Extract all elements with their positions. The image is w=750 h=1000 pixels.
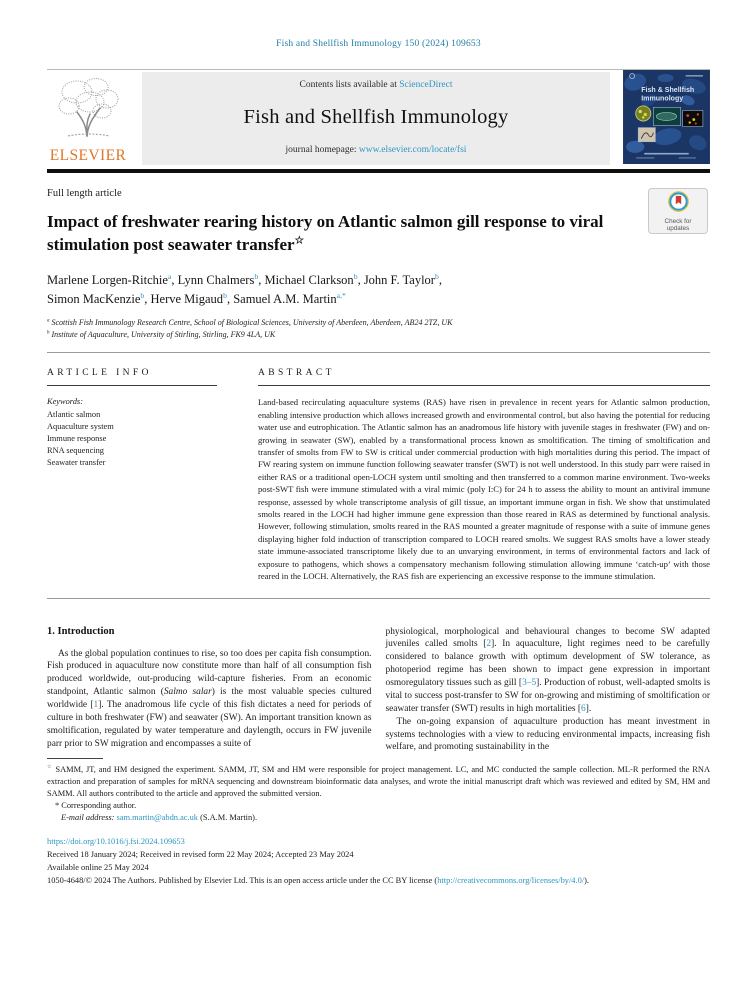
text-run: Salmo salar bbox=[163, 687, 212, 698]
email-link[interactable]: sam.martin@abdn.ac.uk bbox=[116, 812, 198, 822]
article-title bbox=[47, 210, 652, 257]
article-info-column bbox=[47, 368, 217, 582]
text-run: E-mail address: bbox=[61, 812, 117, 822]
text-run: , bbox=[144, 291, 151, 306]
text-run: Scottish Fish Immunology Research Centre, School of Biological Sciences, University of Aberdeen, Aberdeen, AB24 2TZ, UK bbox=[49, 318, 453, 328]
keyword-item: RNA sequencing bbox=[47, 446, 104, 456]
text-run: ). bbox=[584, 875, 589, 885]
elsevier-logo[interactable] bbox=[47, 72, 129, 165]
text-run: Michael Clarkson bbox=[264, 272, 354, 287]
article-info-heading: ARTICLE INFO bbox=[47, 368, 152, 379]
publication-info-block bbox=[47, 835, 710, 887]
text-run: , bbox=[258, 272, 265, 287]
text-run: b bbox=[434, 271, 439, 281]
intro-heading: 1. Introduction bbox=[47, 625, 115, 637]
article-info-rule bbox=[47, 385, 217, 386]
keyword-item: Immune response bbox=[47, 433, 107, 443]
doi-link[interactable]: https://doi.org/10.1016/j.fsi.2024.109653 bbox=[47, 836, 185, 846]
info-abstract-section bbox=[47, 368, 710, 582]
text-run: Simon MacKenzie bbox=[47, 291, 141, 306]
intro-paragraph-2: The on-going expansion of aquaculture production has meant investment in systems technologies with a view to reducing environmental impacts, increasing fish welfare, and promoting sustainability in the bbox=[385, 716, 710, 753]
text-run: , bbox=[357, 272, 364, 287]
text-run: ]. bbox=[585, 703, 592, 714]
text-run: Institute of Aquaculture, University of Stirling, Stirling, FK9 4LA, UK bbox=[49, 330, 276, 340]
journal-masthead bbox=[142, 72, 610, 165]
intro-left-column bbox=[47, 626, 372, 755]
text-run: ]. The anadromous life cycle of this fish dictates a need for periods of culture in both freshwater (FW) and seawater (SW). An important transition known as smoltification, regulated by water temperature and daylength, occurs in FW juvenile parr prior to SW migration and encompasses a suite of bbox=[47, 700, 372, 749]
check-updates-badge[interactable] bbox=[648, 188, 708, 234]
text-run: a bbox=[167, 271, 172, 281]
text-run: b bbox=[223, 290, 227, 300]
journal-cover-thumbnail bbox=[623, 70, 710, 164]
header-black-rule bbox=[47, 169, 710, 173]
text-run: b bbox=[47, 330, 50, 336]
keyword-item: Atlantic salmon bbox=[47, 409, 101, 419]
text-run: 1050-4648/© 2024 The Authors. Published by Elsevier Ltd. This is an open access article under the CC BY license ( bbox=[47, 875, 438, 885]
elsevier-tree-icon bbox=[50, 74, 126, 145]
intro-paragraph-1-continued bbox=[386, 626, 711, 716]
text-run: physiological, morphological and behavioural changes to become SW adapted juveniles called smolts [ bbox=[385, 626, 710, 650]
check-updates-icon bbox=[668, 191, 689, 217]
text-run: ☆ bbox=[47, 764, 53, 771]
keyword-item: Aquaculture system bbox=[47, 421, 114, 431]
journal-homepage-link[interactable]: www.elsevier.com/locate/fsi bbox=[358, 145, 467, 155]
email-line bbox=[47, 812, 710, 824]
text-run: a,* bbox=[336, 290, 346, 300]
text-run: , bbox=[438, 272, 442, 287]
contents-line bbox=[142, 80, 610, 90]
footnote-section bbox=[47, 758, 710, 824]
keywords-label: Keywords: bbox=[47, 397, 83, 407]
affiliation-b bbox=[47, 329, 710, 341]
homepage-line bbox=[142, 145, 610, 155]
text-run: b bbox=[353, 271, 358, 281]
received-dates-line: Received 18 January 2024; Received in revised form 22 May 2024; Accepted 23 May 2024 bbox=[47, 849, 354, 859]
affiliations bbox=[47, 317, 710, 341]
contents-prefix: Contents lists available at bbox=[299, 80, 400, 90]
cc-license-link[interactable]: http://creativecommons.org/licenses/by/4.0/ bbox=[437, 875, 585, 885]
text-run: , bbox=[171, 272, 178, 287]
sciencedirect-link[interactable]: ScienceDirect bbox=[399, 80, 453, 90]
available-online-line: Available online 25 May 2024 bbox=[47, 862, 149, 872]
ref-3-5-link[interactable]: 3–5 bbox=[522, 678, 537, 688]
text-run: ☆ bbox=[294, 235, 305, 247]
ref-2-link[interactable]: 2 bbox=[486, 639, 492, 650]
abstract-text: Land-based recirculating aquaculture systems (RAS) have risen in prevalence in recent years for Atlantic salmon production, enabling intensive production which allows increased growth and environmental control, but also having the potential for reducing water use and eutrophication. The Atlantic salmon has an anadromous life history with juvenile stages in freshwater (FW) and on-growing in seawater (SW), enabled by a transformational process known as smoltification. The timing of smoltification and transfer of smolts from FW to SW is critical under commercial production with high mortalities during this period. The impact of FW rearing system on immune function following seawater transfer (SWT) is not well understood. In this study parr were raised in either RAS or a traditional open-LOCH system until smolting and then transferred to a common marine environment. Two-weeks post-SWT fish were immune stimulated with a viral mimic (poly I:C) for 24 h to assess the ability to mount an antiviral immune response, assessed by whole transcriptome analysis of gill tissue, an important immune organ in fish. We show that unstimulated smolts reared in the LOCH had higher immune gene expression than those reared in RAS as determined by functional analysis. However, following stimulation, smolts reared in the RAS mounted a greater magnitude of response with a suite of immune genes displaying higher fold induction of transcription compared to LOCH reared smolts. We suggest RAS smolts have a lower steady state immune-associated transcriptome likely due to an unvarying environment, in terms of environmental factors and lack of exposure to pathogens, which shows a compensatory mechanism following stimulation allowing immune ‘catch-up’ with those reared in the LOCH. Alternatively, the RAS fish are experiencing an excessive response to the immune stimulation. bbox=[258, 397, 710, 582]
ref-6-link[interactable]: 6 bbox=[581, 703, 586, 714]
cover-title-line1: Fish & Shellfish bbox=[641, 87, 695, 95]
journal-title: Fish and Shellfish Immunology bbox=[243, 106, 509, 128]
header-band bbox=[47, 69, 710, 165]
author-list bbox=[47, 271, 710, 309]
text-run: ]. In aquaculture, light regimes need to be carefully considered to balance growth with optimum development of SW tolerance, as photoperiod regime has been shown to impact gene expression in important osmoregulatory tissues such as gill [ bbox=[385, 639, 710, 688]
text-run: As the global population continues to rise, so too does per capita fish consumption. Fish produced in aquaculture now constitute more than half of all consumption fish produced worldwide, out-producing wild-capture fisheries. From an economic standpoint, Atlantic salmon ( bbox=[47, 648, 372, 698]
abstract-column bbox=[258, 368, 710, 582]
cover-title-line2: Immunology bbox=[641, 95, 684, 103]
text-run: Marlene Lorgen-Ritchie bbox=[47, 272, 168, 287]
text-run: a bbox=[47, 318, 50, 324]
keyword-item: Seawater transfer bbox=[47, 458, 106, 468]
text-run: ]. Production of robust, well-adapted smolts is vital to success post-transfer to SW for on-growing and mistiming of smoltification or seawater transfer (SWT) results in high mortalities [ bbox=[385, 678, 710, 714]
homepage-prefix: journal homepage: bbox=[285, 145, 359, 155]
keywords-list bbox=[47, 409, 217, 470]
text-run: (S.A.M. Martin). bbox=[197, 812, 258, 822]
text-run: , bbox=[226, 291, 234, 306]
text-run: b bbox=[254, 271, 259, 281]
corresponding-author-note: * Corresponding author. bbox=[55, 801, 137, 811]
footnote-divider bbox=[47, 758, 103, 759]
elsevier-wordmark: ELSEVIER bbox=[49, 146, 127, 164]
text-run: Lynn Chalmers bbox=[177, 272, 255, 287]
check-updates-label: Check for updates bbox=[664, 217, 692, 232]
divider bbox=[47, 598, 710, 599]
text-run: ) is the most valuable species cultured worldwide [ bbox=[47, 687, 372, 710]
text-run: Herve Migaud bbox=[150, 291, 224, 306]
abstract-rule bbox=[258, 385, 710, 386]
text-run: b bbox=[140, 290, 145, 300]
intro-paragraph-1 bbox=[47, 648, 372, 751]
introduction-section bbox=[47, 626, 710, 755]
abstract-heading: ABSTRACT bbox=[258, 368, 335, 379]
ref-1-link[interactable]: 1 bbox=[93, 700, 99, 710]
text-run: John F. Taylor bbox=[363, 272, 435, 287]
affiliation-a bbox=[47, 317, 710, 329]
divider bbox=[47, 352, 710, 353]
text-run: Impact of freshwater rearing history on Atlantic salmon gill response to viral stimulation post seawater transfer bbox=[47, 212, 604, 255]
intro-right-column bbox=[386, 626, 711, 755]
author-contributions-footnote bbox=[47, 764, 710, 800]
text-run: SAMM, JT, and HM designed the experiment. SAMM, JT, SM and HM were responsible for project management. LC, and MC conducted the sample collection. ML-R performed the RNA extraction and preparation of samples for mRNA sequencing and downstream bioinformatic data analyses, and wrote the initial manuscript draft which was reviewed and edited by SM, HM and SAMM. All authors contributed to the article and approved the submitted version. bbox=[47, 765, 710, 799]
text-run: Samuel A.M. Martin bbox=[233, 291, 337, 306]
journal-citation: Fish and Shellfish Immunology 150 (2024) 109653 bbox=[276, 39, 481, 49]
article-type-label: Full length article bbox=[47, 188, 122, 199]
copyright-line bbox=[47, 874, 710, 887]
